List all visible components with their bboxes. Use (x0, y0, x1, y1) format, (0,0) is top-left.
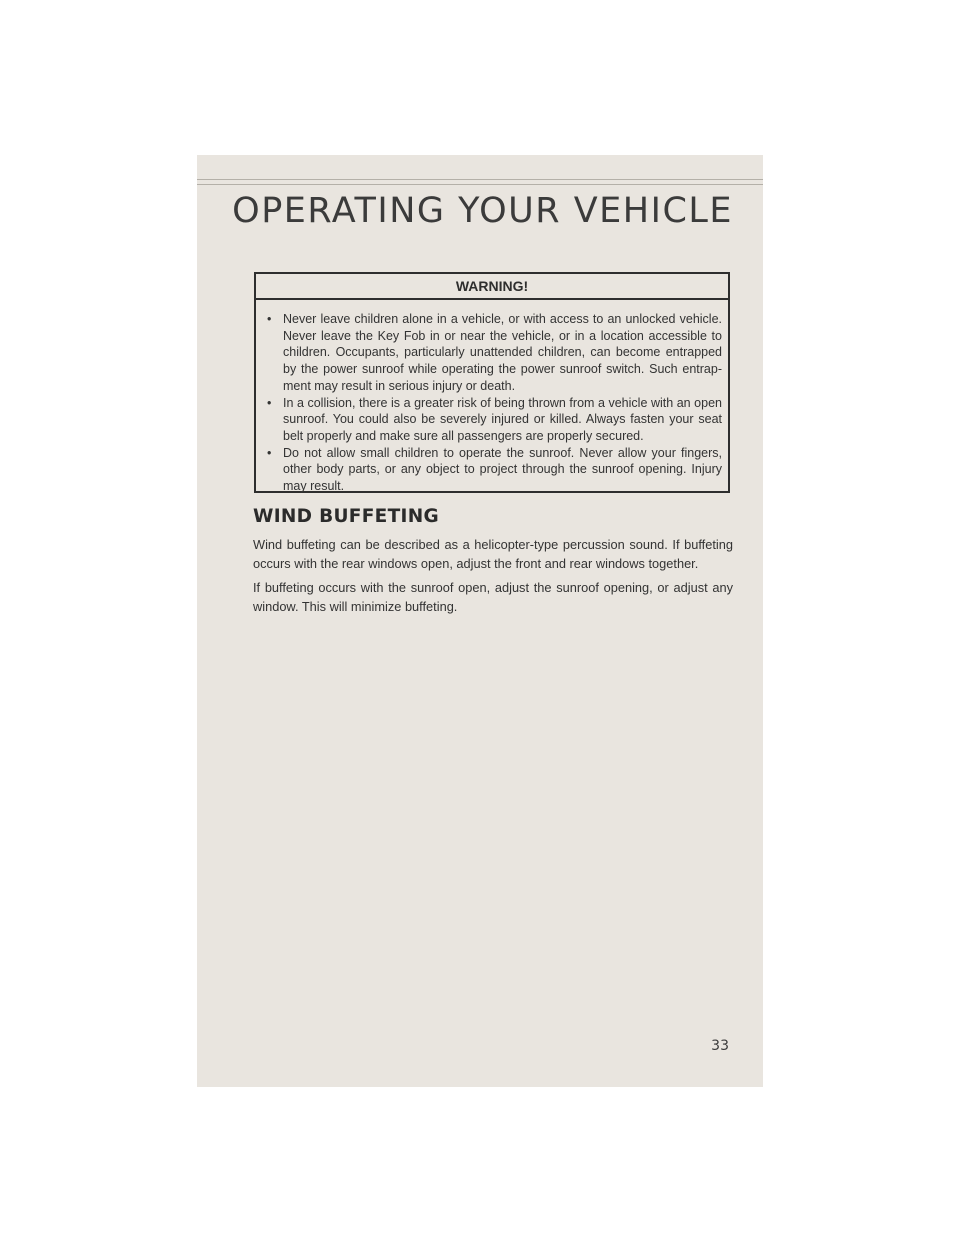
body-paragraph: Wind buffeting can be described as a helicopter-type percussion sound. If buffeting occurs with the rear windows open, adjust the front and rear windows together. (253, 537, 733, 571)
section-title: OPERATING YOUR VEHICLE (232, 191, 733, 231)
warning-title: WARNING! (256, 274, 728, 300)
warning-item (266, 395, 722, 445)
page-number: 33 (711, 1038, 729, 1054)
manual-page (197, 155, 763, 1087)
header-rule-top (197, 179, 763, 180)
header-rule-bottom (197, 184, 763, 185)
bullet-icon: • (267, 312, 272, 326)
warning-item (266, 445, 722, 495)
warning-list (256, 300, 728, 495)
warning-item-text: Do not allow small children to operate the sunroof. Never allow your fingers, other body parts, or any object to project through the sunroof opening. Injury may result. (283, 445, 722, 494)
bullet-icon: • (267, 395, 272, 410)
warning-item-text: In a collision, there is a greater risk of being thrown from a vehicle with an open sunroof. You could also be severely injured or killed. Always fasten your seat belt properly and make sure all passengers are properly secured. (283, 395, 722, 443)
bullet-icon: • (267, 445, 272, 460)
section-heading: WIND BUFFETING (253, 506, 439, 527)
body-paragraph: If buffeting occurs with the sunroof open, adjust the sunroof opening, or adjust any window. This will minimize buffeting. (253, 580, 733, 614)
warning-item (266, 311, 722, 395)
warning-item-text: Never leave children alone in a vehicle, or with access to an unlocked vehicle. Never leave the Key Fob in or near the vehicle, or in a location accessible to children. Occupants, particularly unattended children, can become entrapped by the power sunroof while operating the power sunroof switch. Such entrap-ment may result in serious injury or death. (283, 312, 722, 393)
warning-box (254, 272, 730, 493)
